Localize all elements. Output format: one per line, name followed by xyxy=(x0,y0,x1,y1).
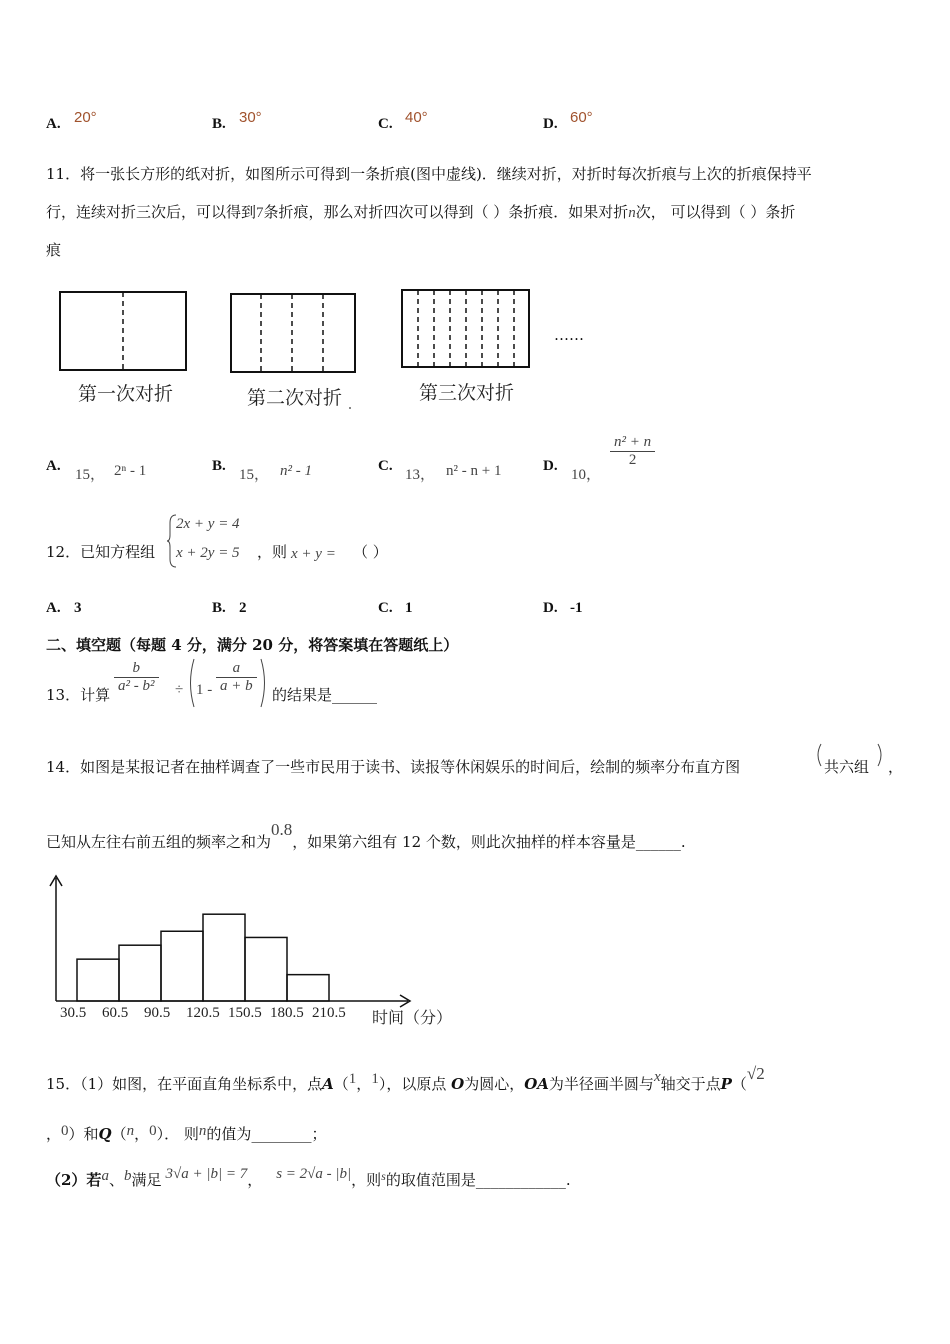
q11-line3: 痕 xyxy=(46,241,62,259)
q14-right-paren xyxy=(876,743,886,767)
q11-line1: 11．将一张长方形的纸对折，如图所示可得到一条折痕(图中虚线)．继续对折，对折时每次折痕与上次的折痕保持平 xyxy=(46,165,812,183)
q13-f2-den: a + b xyxy=(220,678,253,694)
histogram-bar-4 xyxy=(203,914,245,1001)
q13-fraction-2 xyxy=(216,660,257,695)
q15-p1-comma: ， xyxy=(356,1075,372,1093)
histogram-bar-6 xyxy=(287,975,329,1001)
q11-option-a-v2: 2ⁿ - 1 xyxy=(114,463,147,479)
q13-div: ÷ xyxy=(175,682,184,698)
x-tick-label: 180.5 xyxy=(270,1005,304,1021)
q15-answer-blank-1[interactable]: ________ xyxy=(251,1125,312,1143)
q15-condition: 3√a + |b| = 7 xyxy=(165,1166,248,1182)
q12-eq1: 2x + y = 4 xyxy=(176,516,240,532)
histogram-bar-2 xyxy=(119,945,161,1001)
q15-point-p: P xyxy=(720,1075,732,1093)
q14-six-groups: 共六组 xyxy=(824,758,870,776)
q15-part1-line2 xyxy=(46,1123,326,1144)
q15-p2-b: ）和 xyxy=(68,1125,99,1143)
q14-left-paren xyxy=(813,743,823,767)
q15-p2-e: 的值为 xyxy=(206,1125,252,1143)
q14-line1-a: 14．如图是某报记者在抽样调查了一些市民用于读书、读报等休闲娱乐的时间后，绘制的频率分布直方图 xyxy=(46,758,741,776)
q12-option-c-letter[interactable]: C. xyxy=(378,600,393,616)
q15-point-q: Q xyxy=(98,1125,112,1143)
q15-p1-d: 轴交于点 xyxy=(660,1075,721,1093)
x-axis-label: 时间（分） xyxy=(372,1008,453,1027)
q15-point-a: A xyxy=(322,1075,334,1093)
q11-option-d-v1: 10， xyxy=(571,467,602,483)
q15-n-var: n xyxy=(198,1123,207,1139)
q12-option-b-letter[interactable]: B. xyxy=(212,600,226,616)
q12-option-a-letter[interactable]: A. xyxy=(46,600,61,616)
q15-q-x: n xyxy=(126,1123,135,1139)
q15-a-x: 1 xyxy=(348,1071,357,1087)
q15-p1-open: （ xyxy=(333,1075,349,1093)
section-fill-in-title: 二、填空题（每题 4 分，满分 20 分，将答案填在答题纸上） xyxy=(46,636,459,654)
q12-eq2: x + 2y = 5 xyxy=(176,545,240,561)
q15-p2-f: ； xyxy=(311,1125,327,1143)
q13-f2-num: a xyxy=(216,660,257,678)
q11-option-a-v1: 15， xyxy=(75,467,106,483)
x-tick-label: 30.5 xyxy=(60,1005,87,1021)
q10-option-a-letter[interactable]: A. xyxy=(46,116,61,132)
q11-option-b-v2: n² - 1 xyxy=(280,463,312,479)
q10-option-a-value: 20° xyxy=(74,109,97,126)
q11-crease-count: 7 xyxy=(256,205,264,221)
q14-line2-b: ，如果第六组有 12 个数，则此次抽样的样本容量是 xyxy=(292,833,636,851)
q11-option-d-fraction xyxy=(610,434,655,469)
q13-suffix-text: 的结果是 xyxy=(272,686,333,704)
q13-f1-num: b xyxy=(114,660,159,678)
q15-p3-f: . xyxy=(565,1171,571,1189)
q15-part2-line xyxy=(46,1166,571,1190)
q12-expr: x + y = xyxy=(291,546,336,562)
q11-option-c-v2: n² - n + 1 xyxy=(446,463,502,479)
q15-origin-o: O xyxy=(451,1075,465,1093)
q10-option-d-letter[interactable]: D. xyxy=(543,116,558,132)
q11-option-b-letter[interactable]: B. xyxy=(212,458,226,474)
q11-option-d-letter[interactable]: D. xyxy=(543,458,558,474)
q14-line2-a: 已知从左往右前五组的频率之和为 xyxy=(46,833,272,851)
q15-p2-a: ， xyxy=(46,1125,62,1143)
q15-p1-close: ），以原点 xyxy=(378,1075,447,1093)
q13-one-minus: 1 - xyxy=(196,682,213,698)
fold3-caption: 第三次对折 xyxy=(419,382,515,404)
q15-p3-b: 满足 xyxy=(131,1171,162,1189)
q13-answer-blank[interactable]: ______ xyxy=(332,686,378,704)
x-tick-label: 210.5 xyxy=(312,1005,346,1021)
q11-line2-a: 行，连续对折三次后，可以得到 xyxy=(46,203,257,221)
q12-option-d-value: -1 xyxy=(570,600,583,616)
q15-p2-c: （ xyxy=(111,1125,127,1143)
q11-line2 xyxy=(46,193,795,232)
q15-p1-b: 为圆心， xyxy=(464,1075,525,1093)
q15-x-var: x xyxy=(653,1069,661,1085)
q15-p3-c: ， xyxy=(247,1171,263,1189)
q15-p3-a: （2）若 xyxy=(46,1171,102,1189)
q14-answer-blank[interactable]: ______ xyxy=(635,833,681,851)
fold-ellipsis: …… xyxy=(554,326,584,344)
histogram-bar-5 xyxy=(245,937,287,1001)
q15-q-y: 0 xyxy=(149,1123,157,1139)
q10-option-d-value: 60° xyxy=(570,109,593,126)
q15-b-var: b xyxy=(123,1168,132,1184)
x-tick-label: 60.5 xyxy=(102,1005,129,1021)
x-tick-label: 150.5 xyxy=(228,1005,262,1021)
q15-p1-e: （ xyxy=(731,1075,747,1093)
q15-p1-a: 15．（1）如图，在平面直角坐标系中，点 xyxy=(46,1075,323,1093)
q14-line2 xyxy=(46,820,686,852)
q15-p2-comma: ， xyxy=(134,1125,150,1143)
q12-prefix: 12．已知方程组 xyxy=(46,543,156,561)
x-tick-label: 120.5 xyxy=(186,1005,220,1021)
fold1-caption: 第一次对折 xyxy=(78,383,174,405)
q15-a-var: a xyxy=(101,1168,109,1184)
q13-f1-den: a² - b² xyxy=(118,678,155,694)
q15-radius-oa: OA xyxy=(524,1075,549,1093)
q13-prefix: 13．计算 xyxy=(46,686,111,704)
q11-line2-b: 条折痕，那么对折四次可以得到（ ）条折痕．如果对折 xyxy=(263,203,629,221)
q13-right-paren xyxy=(259,658,269,708)
fold2-caption: 第二次对折 xyxy=(247,387,343,409)
q15-s-var: s xyxy=(381,1169,386,1183)
q15-s-definition: s = 2√a - |b| xyxy=(276,1166,352,1182)
q15-a-y: 1 xyxy=(371,1071,379,1087)
q15-p-y: 0 xyxy=(61,1123,69,1139)
q13-fraction-1 xyxy=(114,660,159,695)
q10-option-c-value: 40° xyxy=(405,109,428,126)
q12-option-a-value: 3 xyxy=(74,600,82,616)
q15-p1-c: 为半径画半圆与 xyxy=(548,1075,654,1093)
x-tick-label: 90.5 xyxy=(144,1005,171,1021)
histogram-bar-1 xyxy=(77,959,119,1001)
q11-option-d-num: n² + n xyxy=(610,434,655,452)
q11-option-b-v1: 15， xyxy=(239,467,270,483)
q12-option-c-value: 1 xyxy=(405,600,413,616)
q11-var-n: n xyxy=(628,205,636,221)
q10-option-b-value: 30° xyxy=(239,109,262,126)
q10-option-b-letter[interactable]: B. xyxy=(212,116,226,132)
q10-option-c-letter[interactable]: C. xyxy=(378,116,393,132)
q15-answer-blank-2[interactable]: ____________ xyxy=(475,1171,566,1189)
q11-option-a-letter[interactable]: A. xyxy=(46,458,61,474)
q12-option-b-value: 2 xyxy=(239,600,247,616)
q14-line1 xyxy=(46,756,740,777)
q13-suffix xyxy=(272,684,377,705)
q14-end: . xyxy=(680,833,686,851)
q11-option-d-den: 2 xyxy=(628,452,637,468)
q15-p3-d: ，则 xyxy=(351,1171,382,1189)
q14-frequency-sum: 0.8 xyxy=(271,820,293,839)
q14-line1-end: ， xyxy=(888,758,904,776)
q12-suffix: （ ） xyxy=(353,543,388,561)
q15-part1-line1 xyxy=(46,1064,765,1094)
q12-option-d-letter[interactable]: D. xyxy=(543,600,558,616)
q15-p2-d: ）． 则 xyxy=(156,1125,199,1143)
q11-line2-c: 次， 可以得到（ ）条折 xyxy=(635,203,796,221)
q11-option-c-v1: 13， xyxy=(405,467,436,483)
q15-p3-e: 的取值范围是 xyxy=(385,1171,476,1189)
q13-left-paren xyxy=(186,658,196,708)
q15-p3-sep: 、 xyxy=(108,1171,124,1189)
fold2-rect xyxy=(231,294,355,372)
q11-option-c-letter[interactable]: C. xyxy=(378,458,393,474)
histogram-bar-3 xyxy=(161,931,203,1001)
q12-mid: ，则 xyxy=(257,543,288,561)
q15-sqrt2: √2 xyxy=(746,1064,765,1083)
